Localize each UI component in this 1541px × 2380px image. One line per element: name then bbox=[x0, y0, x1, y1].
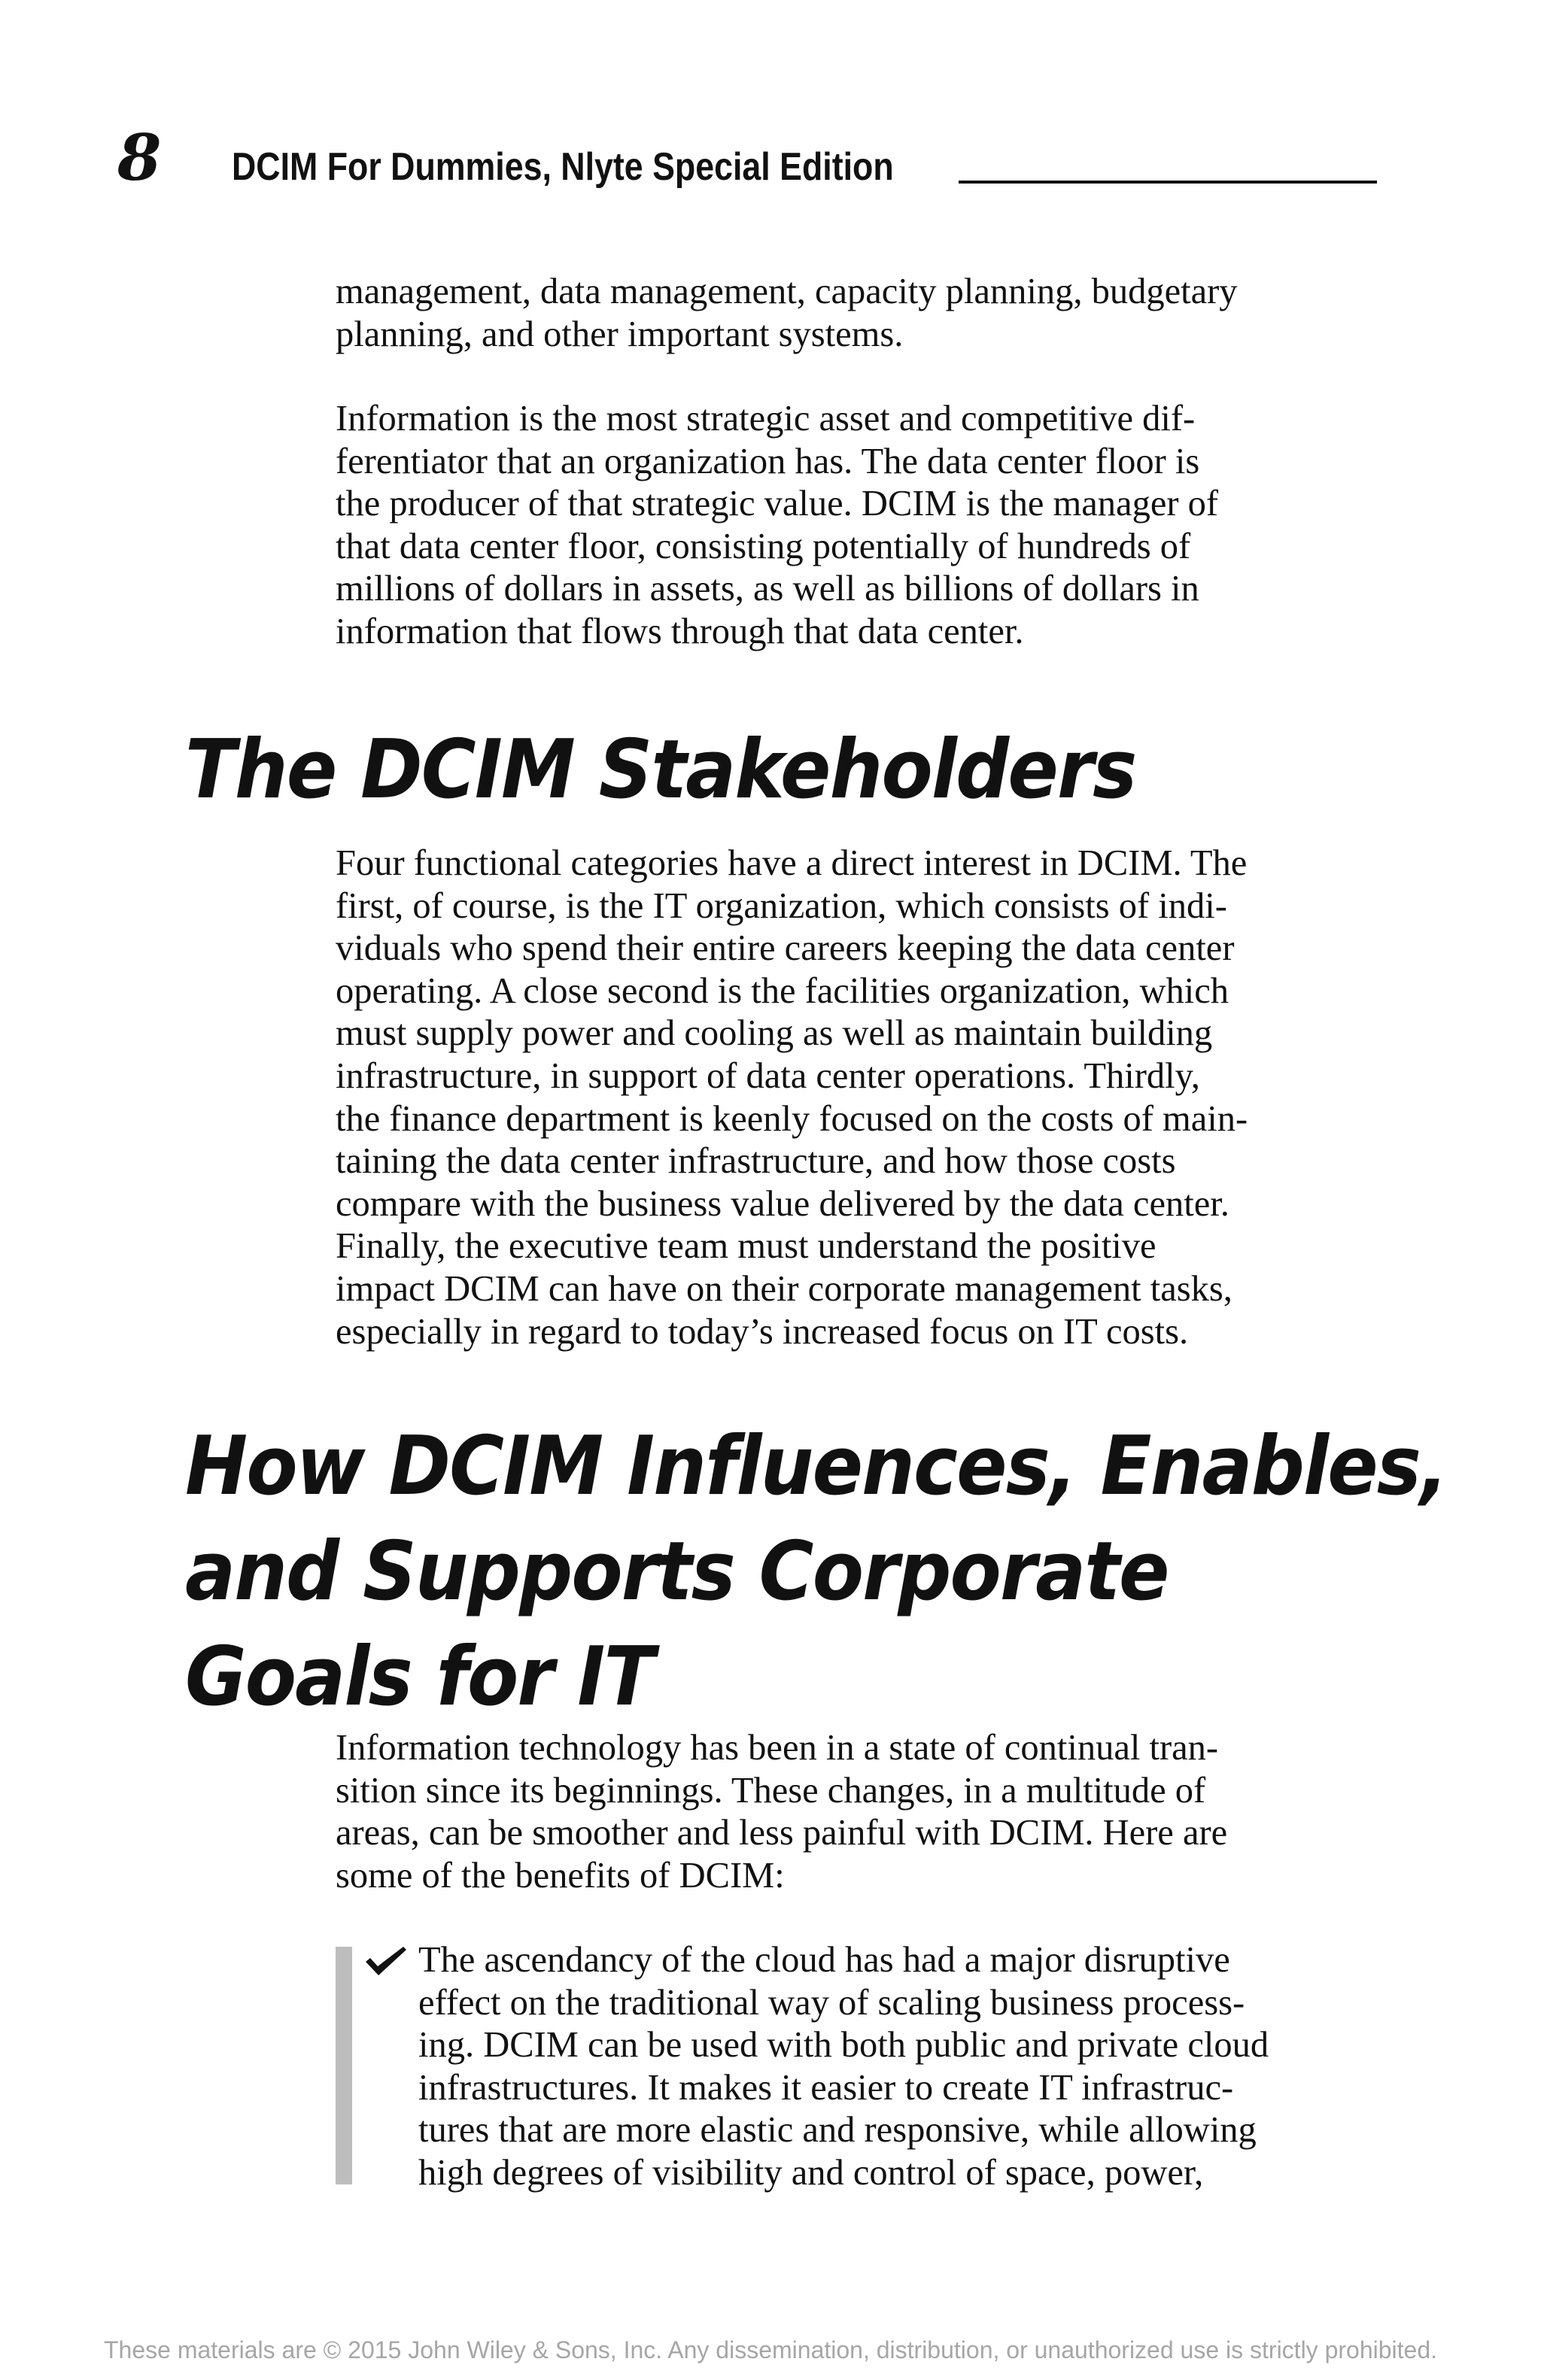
text-line: areas, can be smoother and less painful with DCIM. Here are bbox=[336, 1813, 1228, 1853]
text-line: millions of dollars in assets, as well as billions of dollars in bbox=[336, 569, 1199, 609]
heading-line: How DCIM Influences, Enables, bbox=[185, 1419, 1448, 1513]
list-item bbox=[418, 1939, 1389, 2195]
section-heading-goals bbox=[185, 1414, 1448, 1730]
text-line: ferentiator that an organization has. The data center floor is bbox=[336, 441, 1200, 481]
text-line: first, of course, is the IT organization, which consists of indi- bbox=[336, 885, 1227, 926]
header-rule bbox=[959, 181, 1377, 184]
text-line: must supply power and cooling as well as maintain building bbox=[336, 1013, 1213, 1054]
list-sidebar-bar bbox=[336, 1947, 352, 2184]
text-line: the finance department is keenly focused on the costs of main- bbox=[336, 1098, 1248, 1139]
text-line: taining the data center infrastructure, and how those costs bbox=[336, 1141, 1176, 1182]
text-line: Finally, the executive team must understand the positive bbox=[336, 1226, 1157, 1267]
copyright-footer: These materials are © 2015 John Wiley & Sons, Inc. Any dissemination, distribution, or unauthorized use is strictly prohibited. bbox=[104, 2336, 1437, 2363]
intro-paragraph-1 bbox=[336, 271, 1381, 356]
text-line: Four functional categories have a direct interest in DCIM. The bbox=[336, 843, 1248, 883]
heading-line: The DCIM Stakeholders bbox=[185, 723, 1136, 817]
heading-line: Goals for IT bbox=[185, 1630, 654, 1724]
text-line: tures that are more elastic and responsive, while allowing bbox=[418, 2110, 1257, 2151]
text-line: planning, and other important systems. bbox=[336, 314, 904, 354]
text-line: high degrees of visibility and control of space, power, bbox=[418, 2152, 1204, 2193]
checkmark-icon bbox=[363, 1944, 408, 1977]
goals-paragraph bbox=[336, 1727, 1381, 1897]
section-heading-stakeholders bbox=[185, 718, 1362, 823]
heading-line: and Supports Corporate bbox=[185, 1525, 1169, 1619]
text-line: infrastructures. It makes it easier to create IT infrastruc- bbox=[418, 2067, 1234, 2108]
page-number: 8 bbox=[117, 120, 162, 195]
text-line: management, data management, capacity planning, budgetary bbox=[336, 272, 1238, 311]
text-line: infrastructure, in support of data center operations. Thirdly, bbox=[336, 1055, 1200, 1096]
text-line: some of the benefits of DCIM: bbox=[336, 1855, 785, 1896]
text-line: impact DCIM can have on their corporate management tasks, bbox=[336, 1268, 1232, 1309]
text-line: Information is the most strategic asset and competitive dif- bbox=[336, 399, 1196, 439]
text-line: sition since its beginnings. These changes, in a multitude of bbox=[336, 1770, 1206, 1811]
text-line: especially in regard to today’s increased focus on IT costs. bbox=[336, 1311, 1189, 1352]
stakeholders-paragraph bbox=[336, 842, 1381, 1353]
text-line: that data center floor, consisting potentially of hundreds of bbox=[336, 526, 1191, 566]
text-line: Information technology has been in a state of continual tran- bbox=[336, 1728, 1219, 1768]
text-line: ing. DCIM can be used with both public and private cloud bbox=[418, 2025, 1269, 2066]
intro-paragraph-2 bbox=[336, 398, 1381, 654]
text-line: compare with the business value delivered by the data center. bbox=[336, 1183, 1229, 1224]
running-title: DCIM For Dummies, Nlyte Special Edition bbox=[232, 145, 894, 189]
text-line: operating. A close second is the facilities organization, which bbox=[336, 970, 1229, 1011]
text-line: information that flows through that data center. bbox=[336, 611, 1024, 651]
text-line: The ascendancy of the cloud has had a major disruptive bbox=[418, 1940, 1230, 1980]
text-line: effect on the traditional way of scaling business process- bbox=[418, 1982, 1245, 2023]
text-line: the producer of that strategic value. DCIM is the manager of bbox=[336, 484, 1219, 524]
text-line: viduals who spend their entire careers keeping the data center bbox=[336, 928, 1235, 969]
